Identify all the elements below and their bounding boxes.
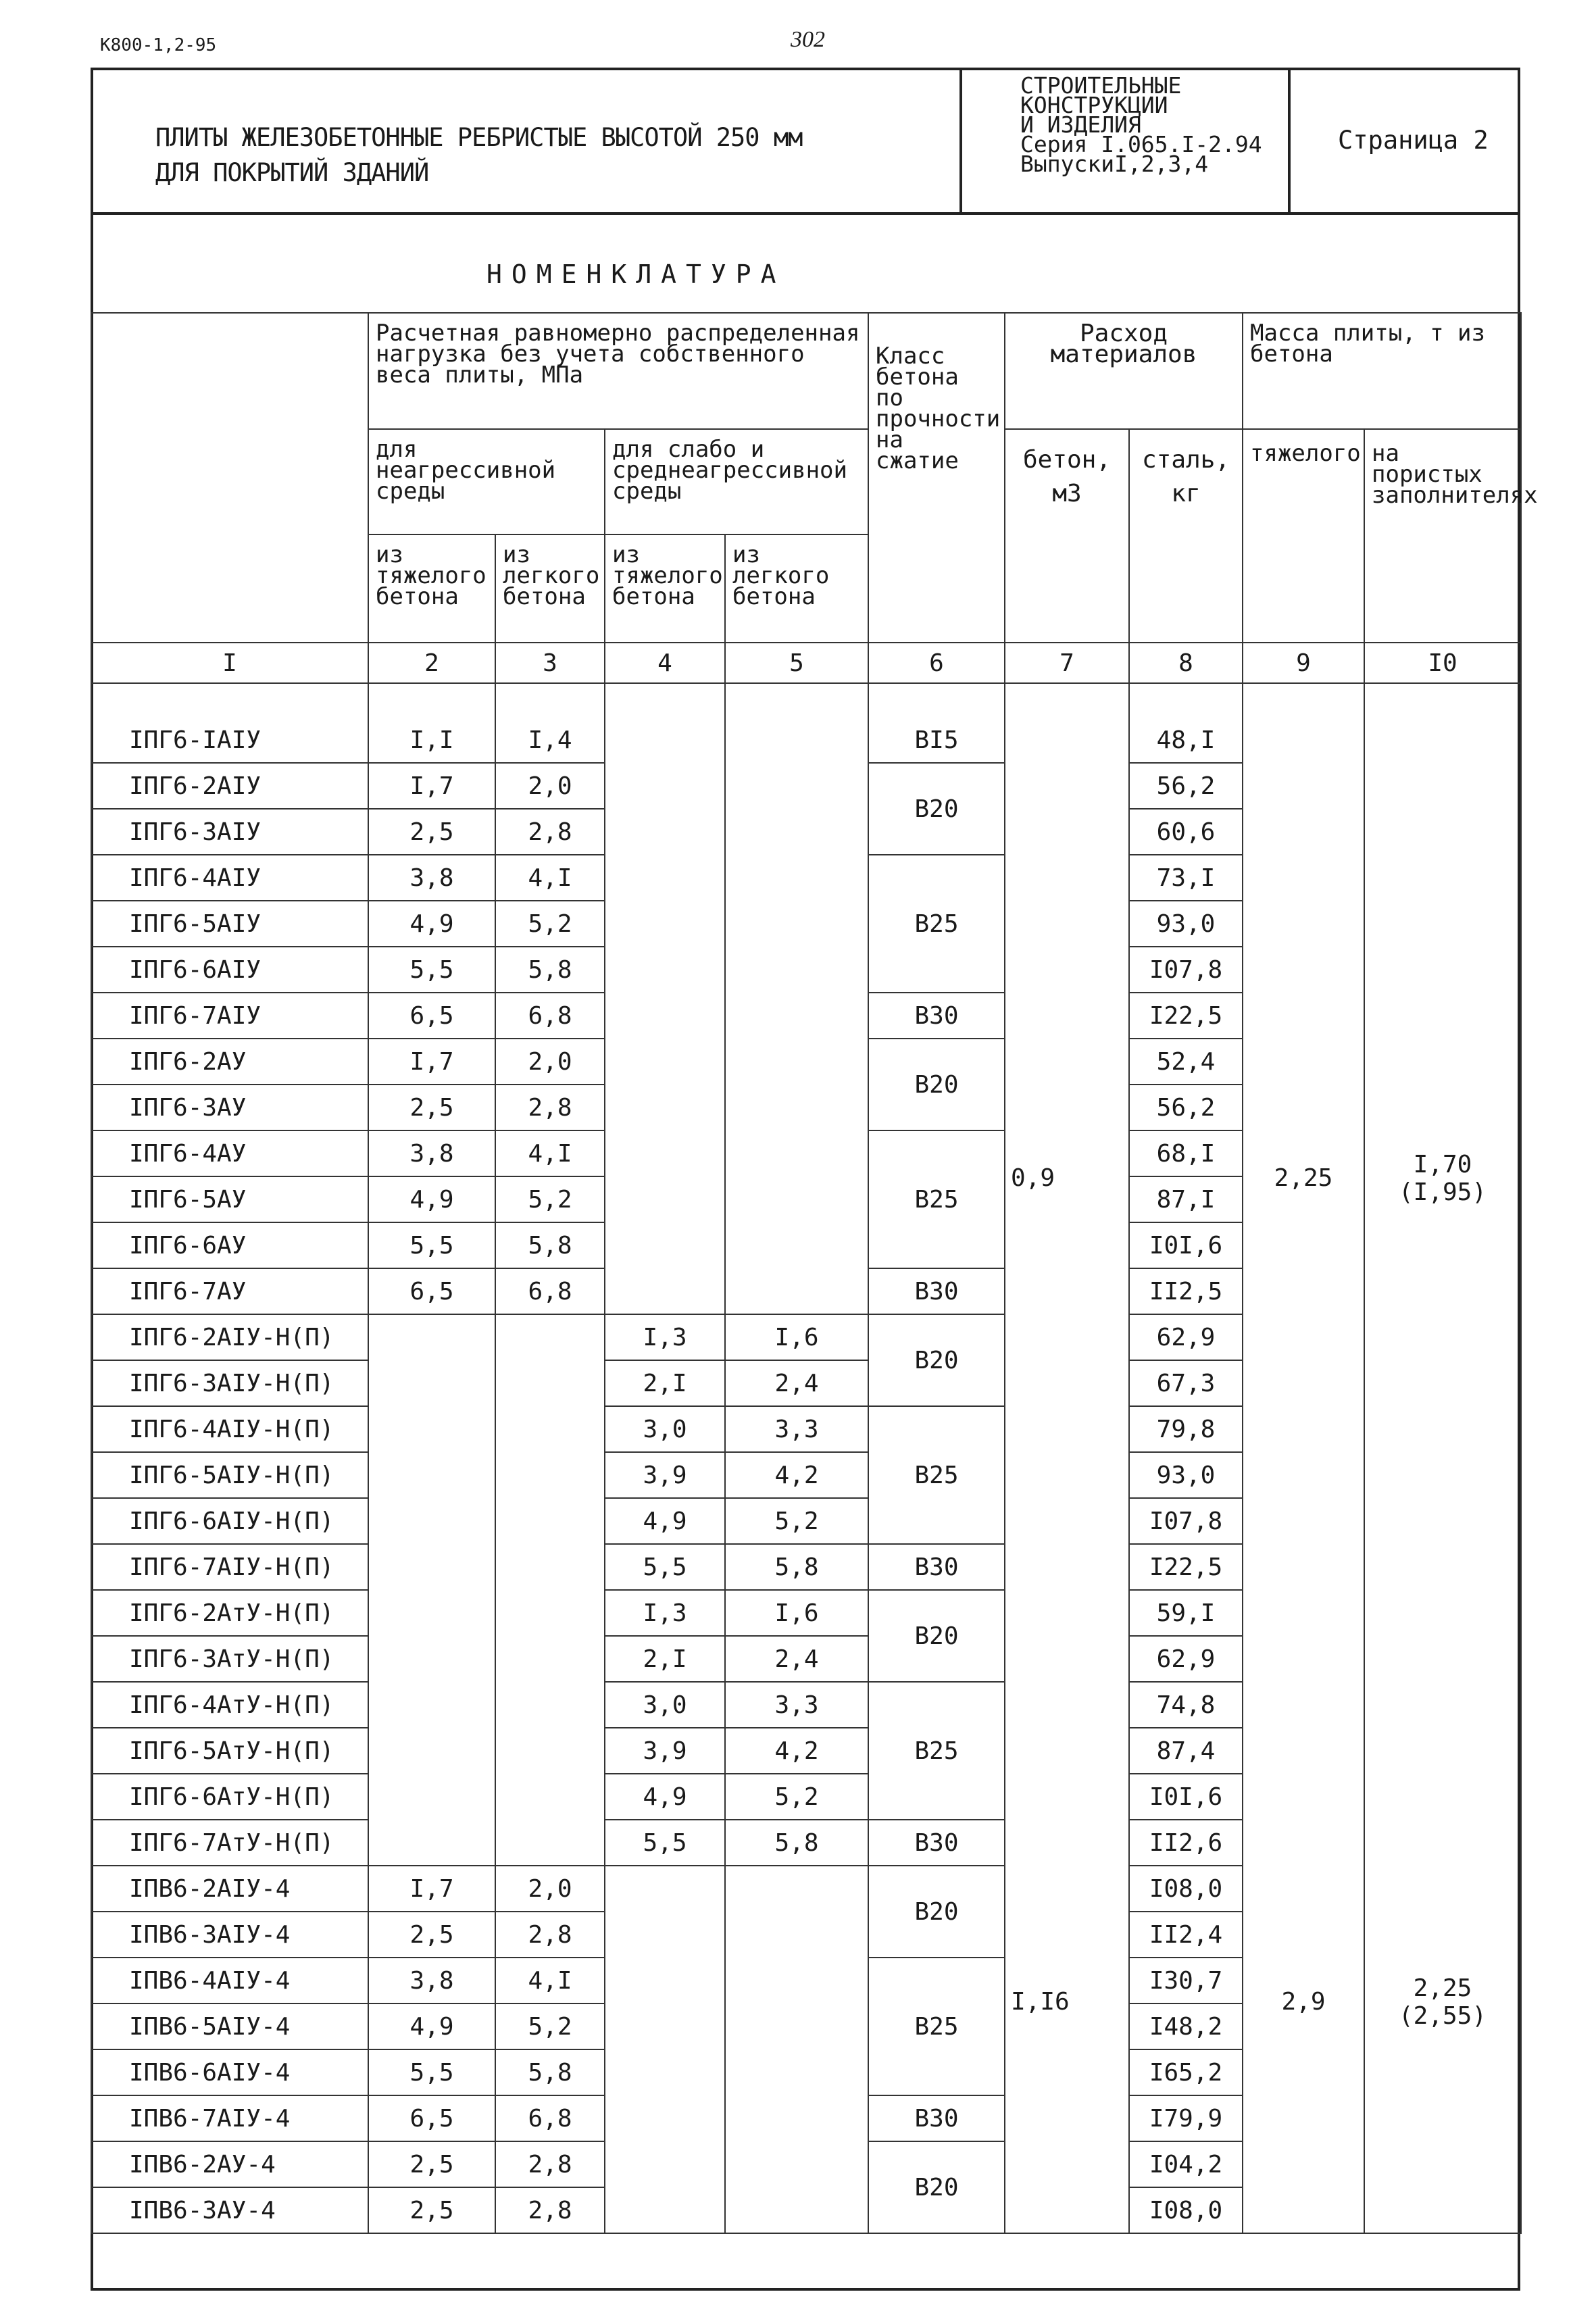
load-value: 2,5 [368,809,495,855]
table-row [91,1314,1521,1360]
load-value [605,1958,725,2003]
column-number: I0 [1364,643,1521,683]
product-mark: IПВ6-4AIУ-4 [91,1958,368,2003]
product-mark: IПГ6-3AIУ [91,809,368,855]
header-materials: Расход материалов [1005,313,1243,429]
load-value [605,1130,725,1176]
header-nonaggressive: для неагрессивной среды [368,429,605,534]
load-value [725,2049,868,2095]
product-mark: IПГ6-3AУ [91,1085,368,1130]
spacer-cell [368,683,495,718]
product-mark: IПГ6-2AУ [91,1039,368,1085]
spacer-cell [1243,683,1364,718]
table-row [91,1866,1521,1912]
concrete-class: B20 [868,1590,1005,1682]
load-value: 3,0 [605,1682,725,1728]
load-value: I,3 [605,1314,725,1360]
product-mark: IПГ6-6AIУ [91,947,368,993]
load-value: 2,8 [495,2187,605,2233]
load-value [725,1958,868,2003]
steel-value: I08,0 [1129,1866,1243,1912]
product-mark: IПГ6-2AIУ-Н(П) [91,1314,368,1360]
steel-value: I79,9 [1129,2095,1243,2141]
concrete-class: BI5 [868,718,1005,763]
load-value: 5,5 [605,1544,725,1590]
load-value [725,1039,868,1085]
load-value [605,1912,725,1958]
load-value: 6,5 [368,993,495,1039]
spacer-cell [495,683,605,718]
load-value: 4,9 [368,2003,495,2049]
mass-porous-alt: (I,95) [1398,1178,1487,1206]
steel-value: 93,0 [1129,901,1243,947]
product-mark: IПГ6-4AУ [91,1130,368,1176]
load-value: I,3 [605,1590,725,1636]
mass-porous [1364,1866,1521,2233]
load-value: 2,8 [495,1085,605,1130]
series-line-4: Серия I.065.I-2.94 [1020,131,1262,157]
series-line-5: ВыпускиI,2,3,4 [1020,151,1209,177]
header-porous: на пористых заполнителях [1364,429,1521,643]
steel-value: 67,3 [1129,1360,1243,1406]
header-heavy-concrete: из тяжелого бетона [368,534,495,643]
load-value [605,993,725,1039]
load-value [368,1544,495,1590]
load-value: I,4 [495,718,605,763]
load-value [725,718,868,763]
load-value: 2,0 [495,1866,605,1912]
load-value: 4,9 [368,901,495,947]
load-value: 5,8 [495,2049,605,2095]
load-value: I,6 [725,1590,868,1636]
steel-value: 56,2 [1129,1085,1243,1130]
product-mark: IПГ6-4AIУ [91,855,368,901]
column-number: 3 [495,643,605,683]
load-value: 3,9 [605,1452,725,1498]
load-value [495,1590,605,1636]
steel-value: 74,8 [1129,1682,1243,1728]
spacer-row [91,683,1521,718]
load-value [368,1774,495,1820]
load-value: 5,5 [368,947,495,993]
load-value: 4,I [495,1130,605,1176]
concrete-class: B20 [868,1314,1005,1406]
load-value: 2,8 [495,809,605,855]
steel-value: 56,2 [1129,763,1243,809]
concrete-class: B30 [868,993,1005,1039]
column-number: I [91,643,368,683]
load-value: 6,8 [495,1268,605,1314]
mass-heavy: 2,25 [1243,718,1364,1314]
spacer-cell [725,683,868,718]
load-value: 4,I [495,1958,605,2003]
load-value: 5,8 [725,1544,868,1590]
concrete-class: B25 [868,855,1005,993]
product-mark: IПГ6-3AтУ-Н(П) [91,1636,368,1682]
product-mark: IПГ6-5AIУ [91,901,368,947]
load-value [605,763,725,809]
load-value [368,1360,495,1406]
concrete-volume: I,I6 [1005,1866,1129,2233]
series-line-1: СТРОИТЕЛЬНЫЕ [1020,72,1182,99]
load-value [605,1268,725,1314]
load-value: 5,8 [725,1820,868,1866]
product-mark: IПВ6-3AIУ-4 [91,1912,368,1958]
load-value [495,1728,605,1774]
load-value: 6,5 [368,1268,495,1314]
concrete-class: B30 [868,1820,1005,1866]
load-value [495,1360,605,1406]
load-value: 4,2 [725,1452,868,1498]
load-value: 5,8 [495,1222,605,1268]
load-value [605,1222,725,1268]
product-mark: IПГ6-5AтУ-Н(П) [91,1728,368,1774]
load-value [495,1314,605,1360]
product-mark: IПГ6-6AтУ-Н(П) [91,1774,368,1820]
load-value [725,993,868,1039]
spacer-cell [1129,683,1243,718]
column-number: 7 [1005,643,1129,683]
mass-porous-value: I,70 [1413,1150,1472,1178]
product-mark: IПВ6-3AУ-4 [91,2187,368,2233]
product-mark: IПГ6-2AтУ-Н(П) [91,1590,368,1636]
product-mark: IПГ6-4AIУ-Н(П) [91,1406,368,1452]
steel-value: I08,0 [1129,2187,1243,2233]
series-info [1020,72,1262,177]
table-body [91,683,1521,2233]
steel-value: I65,2 [1129,2049,1243,2095]
load-value: 2,8 [495,2141,605,2187]
title-line-1: ПЛИТЫ ЖЕЛЕЗОБЕТОННЫЕ РЕБРИСТЫЕ ВЫСОТОЙ 250 мм [155,123,803,152]
load-value [495,1544,605,1590]
steel-value: 48,I [1129,718,1243,763]
steel-value: II2,4 [1129,1912,1243,1958]
load-value [605,2003,725,2049]
steel-value: I30,7 [1129,1958,1243,2003]
load-value: 2,8 [495,1912,605,1958]
load-value: 3,3 [725,1682,868,1728]
concrete-class: B25 [868,1130,1005,1268]
page-number: 302 [791,27,825,52]
product-mark: IПВ6-7AIУ-4 [91,2095,368,2141]
load-value [495,1774,605,1820]
steel-value: II2,6 [1129,1820,1243,1866]
steel-value: 62,9 [1129,1314,1243,1360]
load-value [368,1682,495,1728]
load-value [725,1130,868,1176]
product-mark: IПВ6-2AIУ-4 [91,1866,368,1912]
steel-value: I22,5 [1129,993,1243,1039]
product-mark: IПГ6-7AУ [91,1268,368,1314]
load-value [495,1406,605,1452]
load-value: 3,8 [368,1130,495,1176]
load-value: 6,8 [495,2095,605,2141]
series-line-2: КОНСТРУКЦИИ [1020,92,1168,118]
product-mark: IПВ6-2AУ-4 [91,2141,368,2187]
load-value [605,2141,725,2187]
load-value: 5,2 [725,1498,868,1544]
steel-value: 68,I [1129,1130,1243,1176]
load-value [368,1590,495,1636]
load-value [495,1820,605,1866]
title-line-2: ДЛЯ ПОКРЫТИЙ ЗДАНИЙ [155,158,429,187]
steel-value: 79,8 [1129,1406,1243,1452]
load-value: I,7 [368,763,495,809]
load-value: 3,9 [605,1728,725,1774]
steel-value: 59,I [1129,1590,1243,1636]
load-value: 2,4 [725,1636,868,1682]
spacer-cell [91,683,368,718]
load-value [725,855,868,901]
steel-value: I0I,6 [1129,1222,1243,1268]
steel-value: I07,8 [1129,947,1243,993]
load-value: 6,8 [495,993,605,1039]
load-value: 5,2 [495,901,605,947]
load-value: 5,8 [495,947,605,993]
steel-value: 87,I [1129,1176,1243,1222]
load-value: 5,2 [495,1176,605,1222]
load-value [725,1866,868,1912]
header-light-concrete-b: из легкого бетона [725,534,868,643]
product-mark: IПГ6-7AтУ-Н(П) [91,1820,368,1866]
steel-value: I04,2 [1129,2141,1243,2187]
load-value [605,2187,725,2233]
load-value: 5,5 [368,2049,495,2095]
load-value: I,7 [368,1866,495,1912]
load-value [368,1452,495,1498]
spacer-cell [1364,683,1521,718]
column-number: 9 [1243,643,1364,683]
concrete-class: B25 [868,1682,1005,1820]
column-number: 8 [1129,643,1243,683]
header-cell-name [91,313,368,643]
load-value [605,855,725,901]
load-value: 5,2 [495,2003,605,2049]
load-value: 6,5 [368,2095,495,2141]
load-value [605,1866,725,1912]
load-value [605,809,725,855]
load-value [605,2049,725,2095]
load-value: 5,5 [368,1222,495,1268]
load-value [368,1314,495,1360]
steel-value: 73,I [1129,855,1243,901]
spacer-cell [868,683,1005,718]
column-number: 4 [605,643,725,683]
load-value: 4,9 [368,1176,495,1222]
steel-value: II2,5 [1129,1268,1243,1314]
load-value: I,6 [725,1314,868,1360]
header-light-concrete: из легкого бетона [495,534,605,643]
mass-porous [1364,718,1521,1314]
load-value: 3,8 [368,1958,495,2003]
header-mass: Масса плиты, т из бетона [1243,313,1521,429]
product-mark: IПГ6-6AУ [91,1222,368,1268]
product-mark: IПГ6-IAIУ [91,718,368,763]
concrete-volume [1005,1314,1129,1866]
product-mark: IПВ6-6AIУ-4 [91,2049,368,2095]
load-value [725,1176,868,1222]
load-value [368,1728,495,1774]
load-value [605,901,725,947]
load-value: 2,I [605,1360,725,1406]
header-heavy: тяжелого [1243,429,1364,643]
load-value [725,1912,868,1958]
product-mark: IПГ6-6AIУ-Н(П) [91,1498,368,1544]
mass-porous [1364,1314,1521,1866]
load-value [605,1039,725,1085]
load-value [495,1682,605,1728]
load-value [725,947,868,993]
load-value [725,2095,868,2141]
load-value [605,718,725,763]
load-value [605,1176,725,1222]
header-steel-kg: сталь, кг [1129,429,1243,643]
load-value [495,1452,605,1498]
mass-heavy [1243,1314,1364,1866]
table-row [91,718,1521,763]
concrete-class: B25 [868,1406,1005,1544]
column-number: 6 [868,643,1005,683]
column-number: 2 [368,643,495,683]
steel-value: 93,0 [1129,1452,1243,1498]
load-value [368,1820,495,1866]
load-value [725,1085,868,1130]
product-mark: IПГ6-7AIУ-Н(П) [91,1544,368,1590]
load-value: 5,2 [725,1774,868,1820]
spacer-cell [605,683,725,718]
page-label: Страница 2 [1338,126,1489,155]
mass-heavy: 2,9 [1243,1866,1364,2233]
load-value [495,1636,605,1682]
product-mark: IПГ6-4AтУ-Н(П) [91,1682,368,1728]
steel-value: I48,2 [1129,2003,1243,2049]
table-header [91,313,1538,683]
steel-value: 52,4 [1129,1039,1243,1085]
document-title [155,120,802,191]
concrete-class: B30 [868,2095,1005,2141]
load-value [725,2187,868,2233]
section-title: НОМЕНКЛАТУРА [487,259,786,289]
load-value: 5,5 [605,1820,725,1866]
product-mark: IПГ6-5AУ [91,1176,368,1222]
load-value: I,7 [368,1039,495,1085]
column-numbers-row [91,643,1521,683]
steel-value: I07,8 [1129,1498,1243,1544]
load-value: 4,9 [605,1498,725,1544]
load-value [725,1222,868,1268]
steel-value: 62,9 [1129,1636,1243,1682]
load-value [725,901,868,947]
load-value: 3,3 [725,1406,868,1452]
load-value: 2,4 [725,1360,868,1406]
load-value: 3,8 [368,855,495,901]
steel-value: 87,4 [1129,1728,1243,1774]
load-value [725,763,868,809]
document-code: К800-1,2-95 [100,35,217,55]
column-number: 5 [725,643,868,683]
header-heavy-concrete-b: из тяжелого бетона [605,534,725,643]
concrete-class: B20 [868,763,1005,855]
concrete-class: B20 [868,1039,1005,1130]
load-value [495,1498,605,1544]
load-value: I,I [368,718,495,763]
load-value [605,1085,725,1130]
header-concrete-class: Класс бетона по прочности на сжатие [868,313,1005,643]
concrete-class: B20 [868,2141,1005,2233]
product-mark: IПГ6-7AIУ [91,993,368,1039]
header-load: Расчетная равномерно распределенная нагрузка без учета собственного веса плиты, МПа [368,313,868,429]
mass-porous-value: 2,25 [1413,1974,1472,2002]
load-value: 4,I [495,855,605,901]
concrete-class: B25 [868,1958,1005,2095]
load-value [368,1498,495,1544]
load-value: 2,5 [368,1085,495,1130]
product-mark: IПГ6-5AIУ-Н(П) [91,1452,368,1498]
nomenclature-table [91,312,1538,2234]
load-value: 4,2 [725,1728,868,1774]
load-value [368,1636,495,1682]
load-value: 2,0 [495,763,605,809]
load-value: 3,0 [605,1406,725,1452]
spacer-cell [1005,683,1129,718]
load-value [368,1406,495,1452]
concrete-class: B30 [868,1268,1005,1314]
product-mark: IПГ6-2AIУ [91,763,368,809]
steel-value: 60,6 [1129,809,1243,855]
product-mark: IПГ6-3AIУ-Н(П) [91,1360,368,1406]
steel-value: I22,5 [1129,1544,1243,1590]
header-concrete-m3: бетон, м3 [1005,429,1129,643]
load-value [725,1268,868,1314]
load-value [725,2003,868,2049]
load-value [725,2141,868,2187]
load-value: 4,9 [605,1774,725,1820]
load-value: 2,0 [495,1039,605,1085]
concrete-class: B20 [868,1866,1005,1958]
load-value: 2,5 [368,2141,495,2187]
mass-porous-alt: (2,55) [1398,2001,1487,2030]
steel-value: I0I,6 [1129,1774,1243,1820]
load-value: 2,5 [368,1912,495,1958]
product-mark: IПВ6-5AIУ-4 [91,2003,368,2049]
series-line-3: И ИЗДЕЛИЯ [1020,111,1141,138]
load-value [605,947,725,993]
load-value [605,2095,725,2141]
header-aggressive: для слабо и среднеагрессивной среды [605,429,868,534]
load-value [725,809,868,855]
load-value: 2,I [605,1636,725,1682]
concrete-volume: 0,9 [1005,718,1129,1314]
load-value: 2,5 [368,2187,495,2233]
concrete-class: B30 [868,1544,1005,1590]
